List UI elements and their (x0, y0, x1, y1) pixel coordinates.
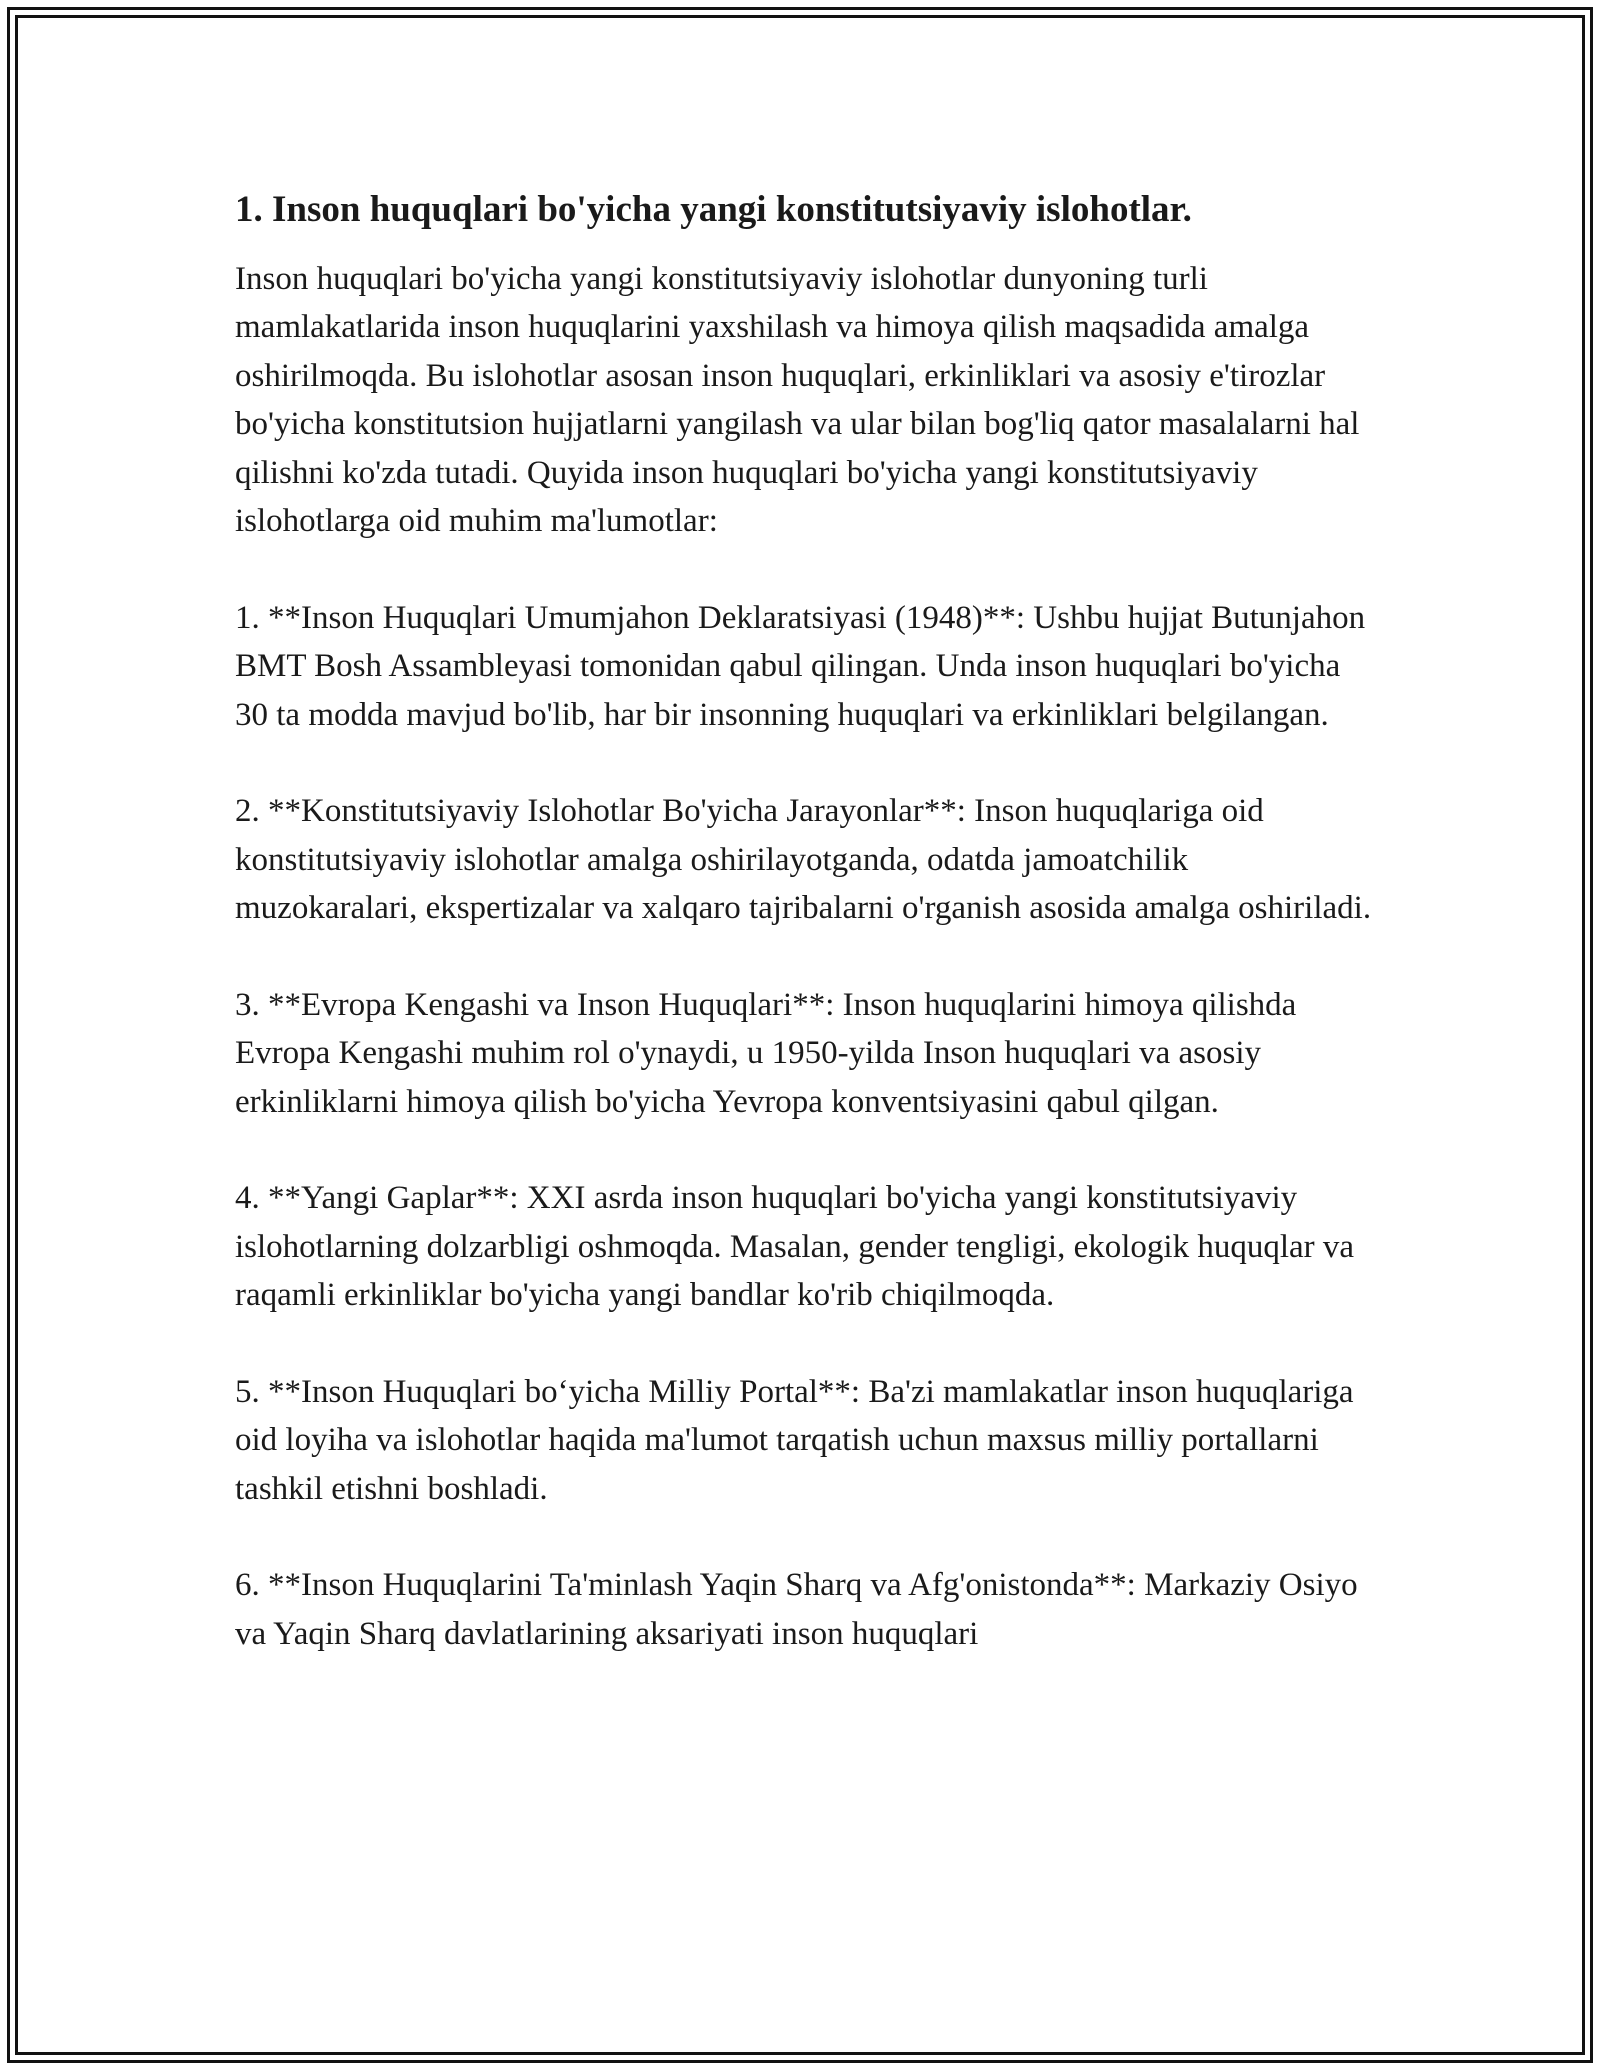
list-item: 3. **Evropa Kengashi va Inson Huquqlari**: Inson huquqlarini himoya qilishda Evropa Kengashi muhim rol o'ynaydi, u 1950-yilda Inson huquqlari va asosiy erkinliklarni himoya qilish bo'yicha Yevropa konventsiyasini qabul qilgan. (235, 986, 1297, 1120)
list-item: 1. **Inson Huquqlari Umumjahon Deklaratsiyasi (1948)**: Ushbu hujjat Butunjahon BMT Bosh Assambleyasi tomonidan qabul qilingan. Unda inson huquqlari bo'yicha 30 ta modda mavjud bo'lib, har bir insonning huquqlari va erkinliklari belgilangan. (235, 599, 1366, 733)
list-item: 6. **Inson Huquqlarini Ta'minlash Yaqin Sharq va Afg'onistonda**: Markaziy Osiyo va Yaqin Sharq davlatlarining aksariyati inson huquqlari (235, 1567, 1358, 1652)
list-item: 5. **Inson Huquqlari bo‘yicha Milliy Portal**: Ba'zi mamlakatlar inson huquqlariga oid loyiha va islohotlar haqida ma'lumot tarqatish uchun maxsus milliy portallarni tashkil etishni boshladi. (235, 1373, 1354, 1507)
document-title: 1. Inson huquqlari bo'yicha yangi konstitutsiyaviy islohotlar. (235, 189, 1192, 230)
list-item: 4. **Yangi Gaplar**: XXI asrda inson huquqlari bo'yicha yangi konstitutsiyaviy islohotlarning dolzarbligi oshmoqda. Masalan, gender tengligi, ekologik huquqlar va raqamli erkinliklar bo'yicha yangi bandlar ko'rib chiqilmoqda. (235, 1180, 1355, 1314)
document-body (235, 185, 1375, 1658)
list-item: 2. **Konstitutsiyaviy Islohotlar Bo'yicha Jarayonlar**: Inson huquqlariga oid konstitutsiyaviy islohotlar amalga oshirilayotganda, odatda jamoatchilik muzokaralari, ekspertizalar va xalqaro tajribalarni o'rganish asosida amalga oshiriladi. (235, 793, 1372, 927)
intro-paragraph: Inson huquqlari bo'yicha yangi konstitutsiyaviy islohotlar dunyoning turli mamlakatlarida inson huquqlarini yaxshilash va himoya qilish maqsadida amalga oshirilmoqda. Bu islohotlar asosan inson huquqlari, erkinliklari va asosiy e'tirozlar bo'yicha konstitutsion hujjatlarni yangilash va ular bilan bog'liq qator masalalarni hal qilishni ko'zda tutadi. Quyida inson huquqlari bo'yicha yangi konstitutsiyaviy islohotlarga oid muhim ma'lumotlar: (235, 260, 1360, 540)
